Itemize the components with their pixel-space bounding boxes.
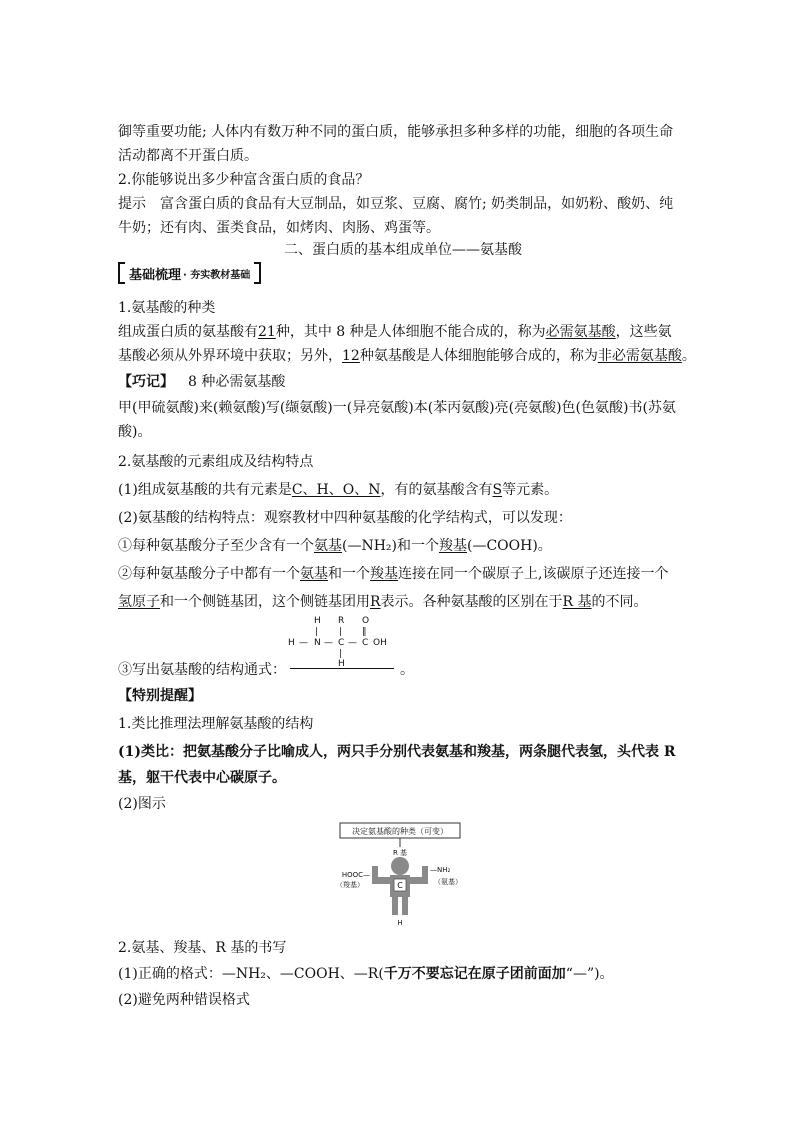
paragraph-line: 活动都离不开蛋白质。	[118, 148, 258, 164]
carboxyl-sublabel: （羧基）	[336, 881, 364, 889]
paragraph-line	[118, 964, 688, 984]
mnemonic-label: 【巧记】	[118, 374, 174, 390]
atom-r: R	[338, 616, 345, 626]
paragraph-line	[118, 592, 688, 612]
box-label: 决定氨基酸的种类（可变）	[352, 827, 448, 836]
atom-c: C	[362, 638, 369, 648]
text: (1)组成氨基酸的共有元素是	[118, 482, 292, 498]
text: ②每种氨基酸分子中都有一个	[118, 566, 300, 582]
text: 。	[400, 662, 414, 678]
text: 种，其中 8 种是人体细胞不能合成的，称为	[275, 324, 546, 340]
text: 和一个侧链基团，这个侧链基团用	[160, 594, 370, 610]
paragraph-line	[118, 322, 688, 342]
banner-title: 基础梳理	[129, 267, 182, 283]
fill-answer: 21	[258, 324, 276, 340]
bond-double: ‖	[362, 627, 367, 637]
question-2: 2.你能够说出多少种富含蛋白质的食品？	[118, 172, 370, 188]
subheading-analogy: 1.类比推理法理解氨基酸的结构	[118, 716, 314, 732]
text: “—”)。	[565, 966, 614, 982]
atom-h: H	[288, 638, 295, 648]
mnemonic-line: 甲(甲硫氨酸)来(赖氨酸)写(缬氨酸)一(异亮氨酸)本(苯丙氨酸)亮(亮氨酸)色(色氨酸)书(苏氨	[118, 400, 676, 416]
left-hand-shape	[372, 866, 378, 884]
fill-answer: 氨基	[314, 538, 342, 554]
bond-vertical: |	[339, 627, 343, 637]
right-hand-shape	[422, 866, 428, 884]
fill-answer: 羧基	[370, 566, 398, 582]
paragraph-line: (1)类比：把氨基酸分子比喻成人，两只手分别代表氨基和羧基，两条腿代表氢，头代表 R	[118, 744, 676, 760]
carbon-label: C	[397, 881, 403, 890]
fill-answer: 12	[342, 348, 360, 364]
text: (—NH₂)和一个	[342, 538, 439, 554]
bond-single: —	[299, 638, 308, 648]
bracket-left-icon	[118, 262, 125, 284]
text: (1)正确的格式：—NH₂、—COOH、—R(	[118, 966, 384, 982]
text: 。	[681, 348, 696, 364]
paragraph-line: (2)氨基酸的结构特点：观察教材中四种氨基酸的化学结构式，可以发现：	[118, 510, 572, 526]
bond-vertical: |	[339, 649, 343, 659]
paragraph-line: 御等重要功能; 人体内有数万种不同的蛋白质，能够承担多种多样的功能，细胞的各项生命	[118, 124, 674, 140]
fill-answer: R	[370, 594, 381, 610]
paragraph-line	[118, 564, 688, 584]
r-group-label: R 基	[392, 849, 408, 857]
section-title: 二、蛋白质的基本组成单位——氨基酸	[284, 242, 522, 258]
general-formula-line	[118, 660, 688, 680]
atom-h: H	[338, 659, 345, 669]
mnemonic-heading	[118, 372, 688, 392]
left-arm-shape	[376, 877, 390, 884]
amino-label: —NH₂	[430, 866, 451, 874]
fill-answer: R 基	[562, 594, 592, 610]
atom-n: N	[314, 638, 321, 648]
text: ，这些氨	[615, 324, 672, 340]
mnemonic-title: 8 种必需氨基酸	[188, 374, 286, 390]
text: 和一个	[328, 566, 370, 582]
banner-subtitle: · 夯实教材基础	[183, 269, 251, 281]
text: ，有的氨基酸含有	[380, 482, 493, 498]
subheading-amino-acid-types: 1.氨基酸的种类	[118, 300, 216, 316]
amino-sublabel: （氨基）	[434, 878, 462, 886]
text: 种氨基酸是人体细胞能够合成的，称为	[359, 348, 598, 364]
bond-vertical: |	[315, 627, 319, 637]
text: 组成蛋白质的氨基酸有	[118, 324, 258, 340]
right-arm-shape	[410, 877, 424, 884]
fill-answer: 氨基	[300, 566, 328, 582]
head-shape	[391, 857, 409, 875]
atom-c: C	[338, 638, 345, 648]
answer-blank-line	[290, 668, 394, 669]
mnemonic-line: 酸)。	[118, 424, 152, 440]
fill-answer: 氢原子	[118, 594, 160, 610]
text: 等元素。	[502, 482, 559, 498]
text: ③写出氨基酸的结构通式：	[118, 662, 286, 678]
left-leg-shape	[392, 897, 398, 915]
atom-h: H	[314, 616, 321, 626]
basics-banner	[118, 262, 261, 284]
hydrogen-label: H	[397, 919, 403, 927]
paragraph-line: (2)避免两种错误格式	[118, 992, 250, 1008]
bond-single: —	[324, 638, 333, 648]
atom-o: O	[362, 616, 370, 626]
subheading-writing: 2.氨基、羧基、R 基的书写	[118, 940, 287, 956]
paragraph-line	[118, 346, 696, 366]
special-reminder-label: 【特别提醒】	[118, 688, 202, 704]
fill-answer: 非必需氨基酸	[597, 348, 682, 364]
subheading-structure: 2.氨基酸的元素组成及结构特点	[118, 454, 314, 470]
text: 表示。各种氨基酸的区别在于	[380, 594, 563, 610]
right-leg-shape	[402, 897, 408, 915]
paragraph-line: (2)图示	[118, 796, 166, 812]
text: 的不同。	[591, 594, 648, 610]
fill-answer: C、H、O、N	[291, 482, 381, 498]
paragraph-line	[118, 480, 688, 500]
fill-answer: S	[492, 482, 503, 498]
text: 连接在同一个碳原子上,该碳原子还连接一个	[398, 566, 669, 582]
carboxyl-label: HOOC—	[341, 871, 370, 879]
group-oh: OH	[373, 638, 387, 648]
fill-answer: 必需氨基酸	[545, 324, 616, 340]
paragraph-line: 基，躯干代表中心碳原子。	[118, 770, 286, 786]
hint-line: 牛奶；还有肉、蛋类食品，如烤肉、肉肠、鸡蛋等。	[118, 220, 440, 236]
text: 基酸必须从外界环境中获取；另外，	[118, 348, 342, 364]
bond-single: —	[348, 638, 357, 648]
amino-acid-person-diagram	[320, 822, 480, 928]
fill-answer: 羧基	[439, 538, 467, 554]
hint-line: 提示 富含蛋白质的食品有大豆制品，如豆浆、豆腐、腐竹; 奶类制品，如奶粉、酸奶、纯	[118, 196, 674, 212]
text: ①每种氨基酸分子至少含有一个	[118, 538, 314, 554]
emphasis-text: 千万不要忘记在原子团前面加	[383, 966, 566, 982]
text: (—COOH)。	[467, 538, 552, 554]
paragraph-line	[118, 536, 688, 556]
bracket-right-icon	[254, 262, 261, 284]
